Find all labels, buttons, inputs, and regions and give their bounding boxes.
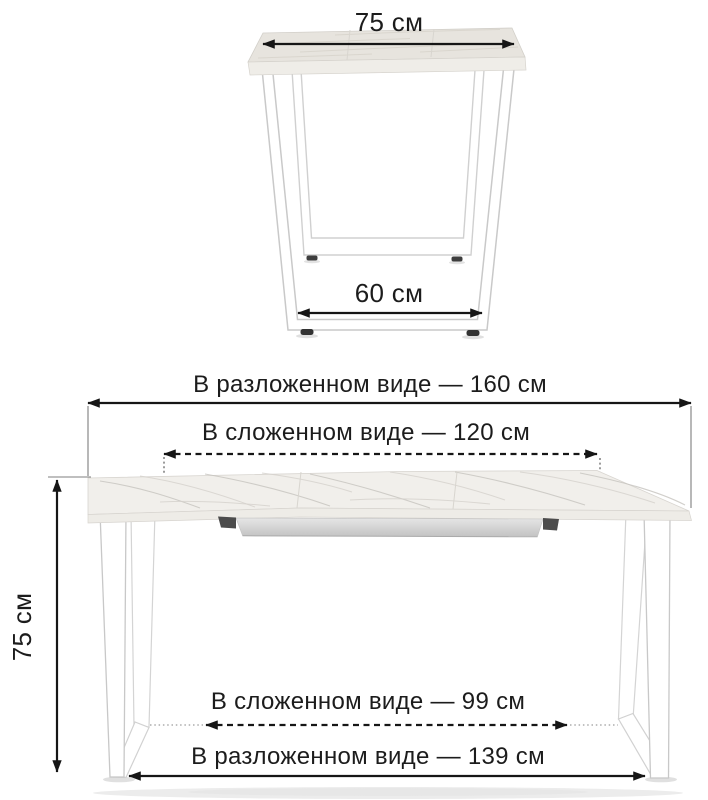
extended-leg-span-label: В разложенном виде — 139 см (191, 743, 545, 770)
top-width-label: 75 см (354, 7, 424, 37)
apron-assembly (218, 517, 559, 537)
right-leg-back-post (619, 512, 648, 719)
front-view-left-leg (100, 512, 155, 782)
leg-foot (301, 329, 314, 335)
floor-shadow (188, 788, 588, 796)
height-label: 75 см (7, 592, 37, 662)
back-leg-frame-shape (292, 70, 484, 255)
leg-foot (307, 256, 318, 261)
slide-clip-left (218, 517, 236, 529)
slide-clip-right (543, 518, 559, 531)
front-view-tabletop (88, 471, 692, 524)
leg-foot (467, 330, 480, 336)
end-view-back-leg-frame (292, 70, 484, 264)
leg-foot (452, 257, 463, 262)
folded-length-dimension (164, 419, 600, 476)
end-view-leg-span-dimension (298, 278, 482, 313)
folded-leg-span-label: В сложенном виде — 99 см (210, 688, 526, 715)
extended-leg-span-dimension (129, 743, 645, 776)
leg-span-label: 60 см (354, 278, 424, 308)
front-view (7, 371, 692, 799)
extended-length-label: В разложенном виде — 160 см (193, 371, 547, 398)
folded-length-label: В сложенном виде — 120 см (201, 419, 531, 446)
front-view-right-leg (619, 512, 678, 782)
left-leg-front-post (100, 512, 126, 777)
apron (236, 518, 543, 537)
height-dimension (7, 477, 91, 772)
end-view (248, 7, 526, 339)
folded-leg-span-dimension (150, 688, 618, 725)
left-leg-back-post (131, 512, 155, 727)
